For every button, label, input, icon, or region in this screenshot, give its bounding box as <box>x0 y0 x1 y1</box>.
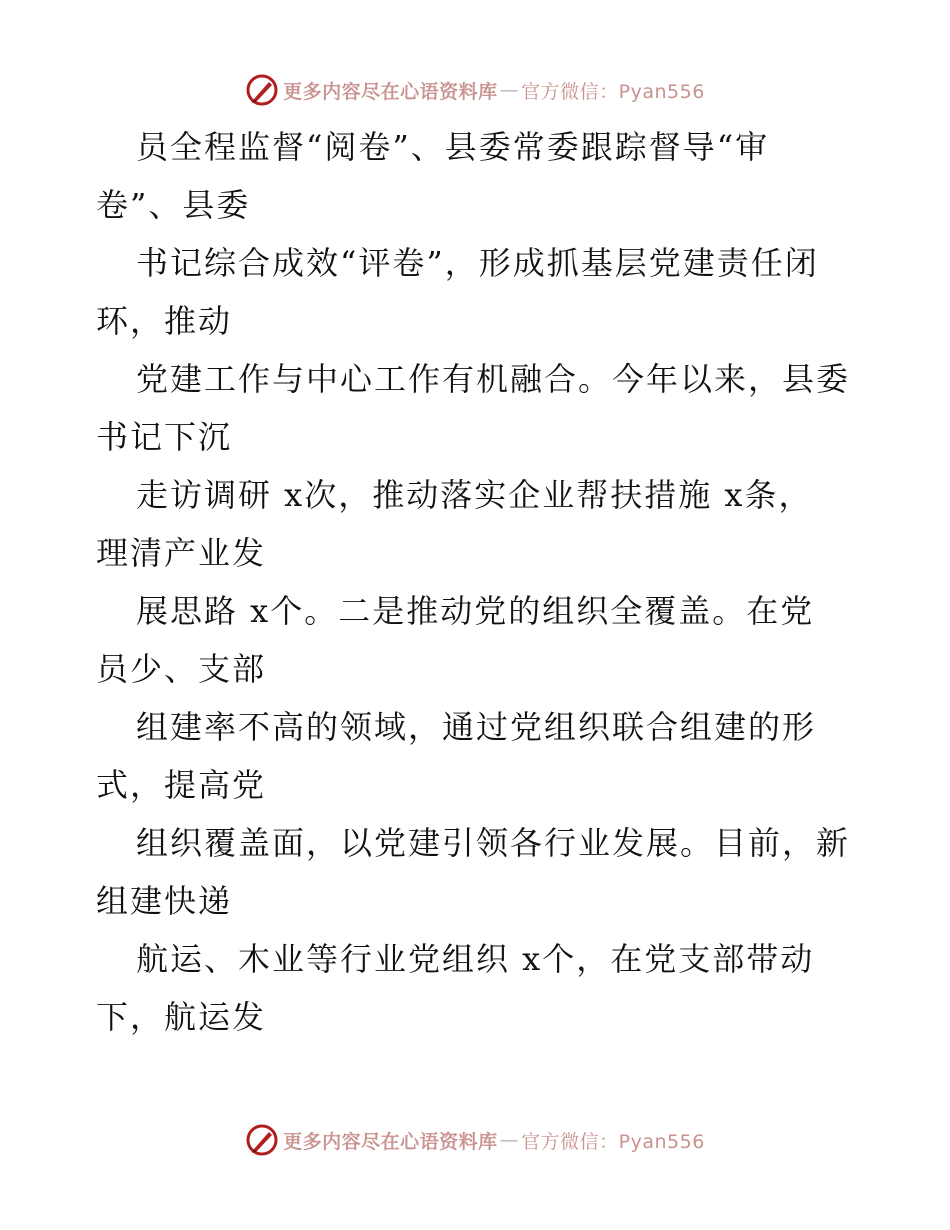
text-line: 组建率不高的领域，通过党组织联合组建的形 <box>136 708 817 746</box>
text-line: 组建快递 <box>96 882 233 920</box>
banner-contact: 官方微信：Pyan556 <box>521 80 705 103</box>
banner-brand: 更多内容尽在心语资料库 <box>283 80 498 103</box>
quill-pen-icon <box>245 73 279 107</box>
text-line: 卷”、县委 <box>96 186 251 224</box>
banner-dash: — <box>499 79 520 101</box>
text-line: 式，提高党 <box>96 766 267 804</box>
text-line: 展思路 x个。二是推动党的组织全覆盖。在党 <box>136 592 815 630</box>
footer-banner <box>0 1120 950 1160</box>
text-line: 理清产业发 <box>96 534 267 572</box>
text-line: 下，航运发 <box>96 998 267 1036</box>
text-line: 员全程监督“阅卷”、县委常委跟踪督导“审 <box>136 128 770 166</box>
text-line: 员少、支部 <box>96 650 267 688</box>
banner-brand: 更多内容尽在心语资料库 <box>283 1130 498 1153</box>
quill-pen-icon <box>245 1123 279 1157</box>
banner-dash: — <box>499 1129 520 1151</box>
document-body <box>96 118 876 1046</box>
text-line: 组织覆盖面，以党建引领各行业发展。目前，新 <box>136 824 851 862</box>
banner-contact: 官方微信：Pyan556 <box>521 1130 705 1153</box>
text-line: 党建工作与中心工作有机融合。今年以来，县委 <box>136 360 851 398</box>
text-line: 航运、木业等行业党组织 x个，在党支部带动 <box>136 940 815 978</box>
header-banner <box>0 70 950 110</box>
text-line: 走访调研 x次，推动落实企业帮扶措施 x条， <box>136 476 813 514</box>
text-line: 环，推动 <box>96 302 233 340</box>
text-line: 书记综合成效“评卷”，形成抓基层党建责任闭 <box>136 244 819 282</box>
text-line: 书记下沉 <box>96 418 233 456</box>
